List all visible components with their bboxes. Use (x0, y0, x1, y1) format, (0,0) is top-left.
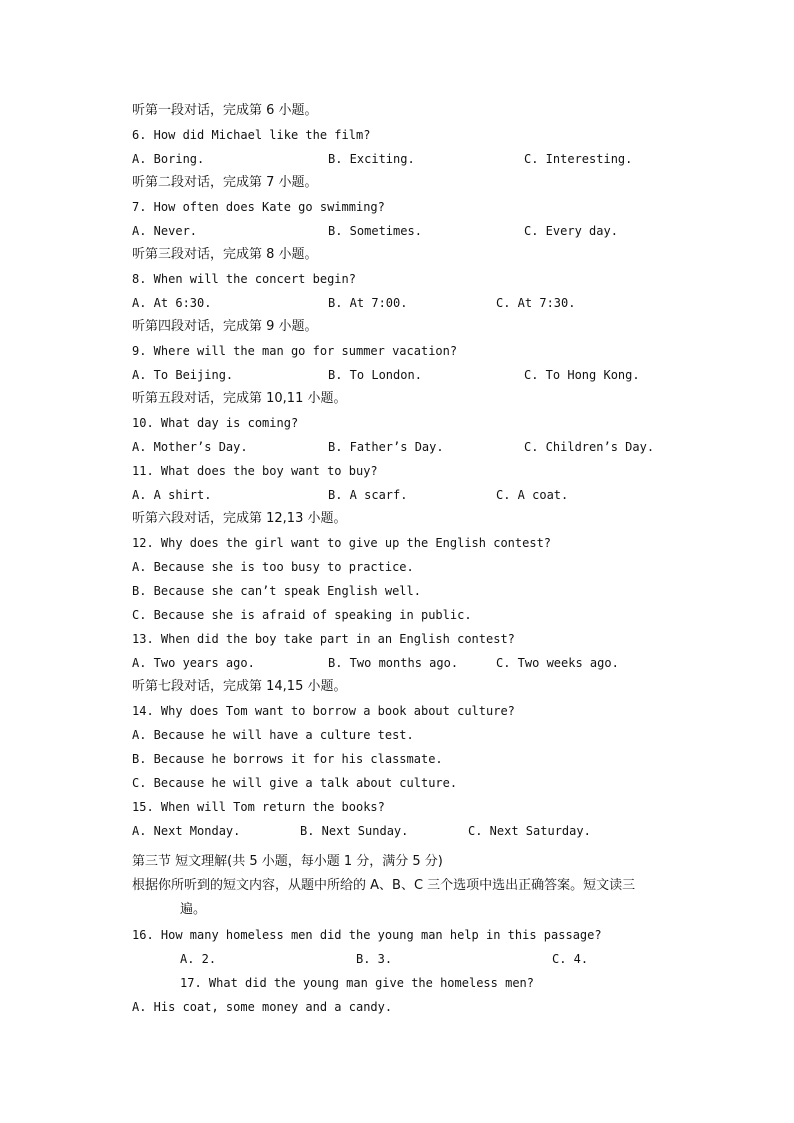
option-b: B. Because he borrows it for his classmate. (132, 752, 443, 766)
option-a: A. His coat, some money and a candy. (132, 1000, 393, 1014)
section-heading: 听第五段对话，完成第 10,11 小题。 (132, 391, 347, 406)
question-17: 17. What did the young man give the homeless men? (180, 976, 535, 990)
option-c: C. Every day. (524, 224, 618, 238)
option-a: A. Because he will have a culture test. (132, 728, 414, 742)
option-c: C. Because he will give a talk about culture. (132, 776, 458, 790)
option-b: B. Exciting. (328, 152, 415, 166)
question-8: 8. When will the concert begin? (132, 272, 356, 286)
option-c: C. At 7:30. (496, 296, 576, 310)
option-b: B. A scarf. (328, 488, 408, 502)
option-b: B. Because she can’t speak English well. (132, 584, 421, 598)
question-9: 9. Where will the man go for summer vacation? (132, 344, 458, 358)
question-14: 14. Why does Tom want to borrow a book about culture? (132, 704, 515, 718)
option-c: C. Next Saturday. (468, 824, 591, 838)
option-b: B. Sometimes. (328, 224, 422, 238)
option-b: B. To London. (328, 368, 422, 382)
option-a: A. To Beijing. (132, 368, 234, 382)
section-heading: 听第四段对话，完成第 9 小题。 (132, 319, 318, 334)
option-a: A. 2. (180, 952, 217, 966)
section-heading: 听第六段对话，完成第 12,13 小题。 (132, 511, 347, 526)
option-a: A. At 6:30. (132, 296, 212, 310)
option-a: A. Boring. (132, 152, 205, 166)
option-a: A. Two years ago. (132, 656, 255, 670)
option-b: B. 3. (356, 952, 393, 966)
question-13: 13. When did the boy take part in an English contest? (132, 632, 515, 646)
option-c: C. Interesting. (524, 152, 633, 166)
part-heading: 第三节 短文理解(共 5 小题，每小题 1 分，满分 5 分) (132, 854, 443, 869)
option-c: C. Because she is afraid of speaking in public. (132, 608, 472, 622)
option-b: B. Two months ago. (328, 656, 459, 670)
option-c: C. To Hong Kong. (524, 368, 640, 382)
option-a: A. Mother’s Day. (132, 440, 248, 454)
option-a: A. A shirt. (132, 488, 212, 502)
question-7: 7. How often does Kate go swimming? (132, 200, 385, 214)
option-c: C. Children’s Day. (524, 440, 655, 454)
instructions: 根据你所听到的短文内容，从题中所给的 A、B、C 三个选项中选出正确答案。短文读三 (132, 878, 636, 893)
option-b: B. At 7:00. (328, 296, 408, 310)
option-a: A. Never. (132, 224, 198, 238)
section-heading: 听第二段对话，完成第 7 小题。 (132, 175, 318, 190)
question-12: 12. Why does the girl want to give up the English contest? (132, 536, 552, 550)
question-15: 15. When will Tom return the books? (132, 800, 385, 814)
question-6: 6. How did Michael like the film? (132, 128, 371, 142)
option-c: C. 4. (552, 952, 589, 966)
option-b: B. Next Sunday. (300, 824, 409, 838)
option-a: A. Because she is too busy to practice. (132, 560, 414, 574)
option-c: C. A coat. (496, 488, 569, 502)
question-16: 16. How many homeless men did the young man help in this passage? (132, 928, 602, 942)
section-heading: 听第一段对话，完成第 6 小题。 (132, 103, 318, 118)
option-a: A. Next Monday. (132, 824, 241, 838)
question-10: 10. What day is coming? (132, 416, 299, 430)
section-heading: 听第七段对话，完成第 14,15 小题。 (132, 679, 347, 694)
option-c: C. Two weeks ago. (496, 656, 619, 670)
option-b: B. Father’s Day. (328, 440, 444, 454)
question-11: 11. What does the boy want to buy? (132, 464, 378, 478)
section-heading: 听第三段对话，完成第 8 小题。 (132, 247, 318, 262)
instructions-continued: 遍。 (180, 902, 207, 917)
